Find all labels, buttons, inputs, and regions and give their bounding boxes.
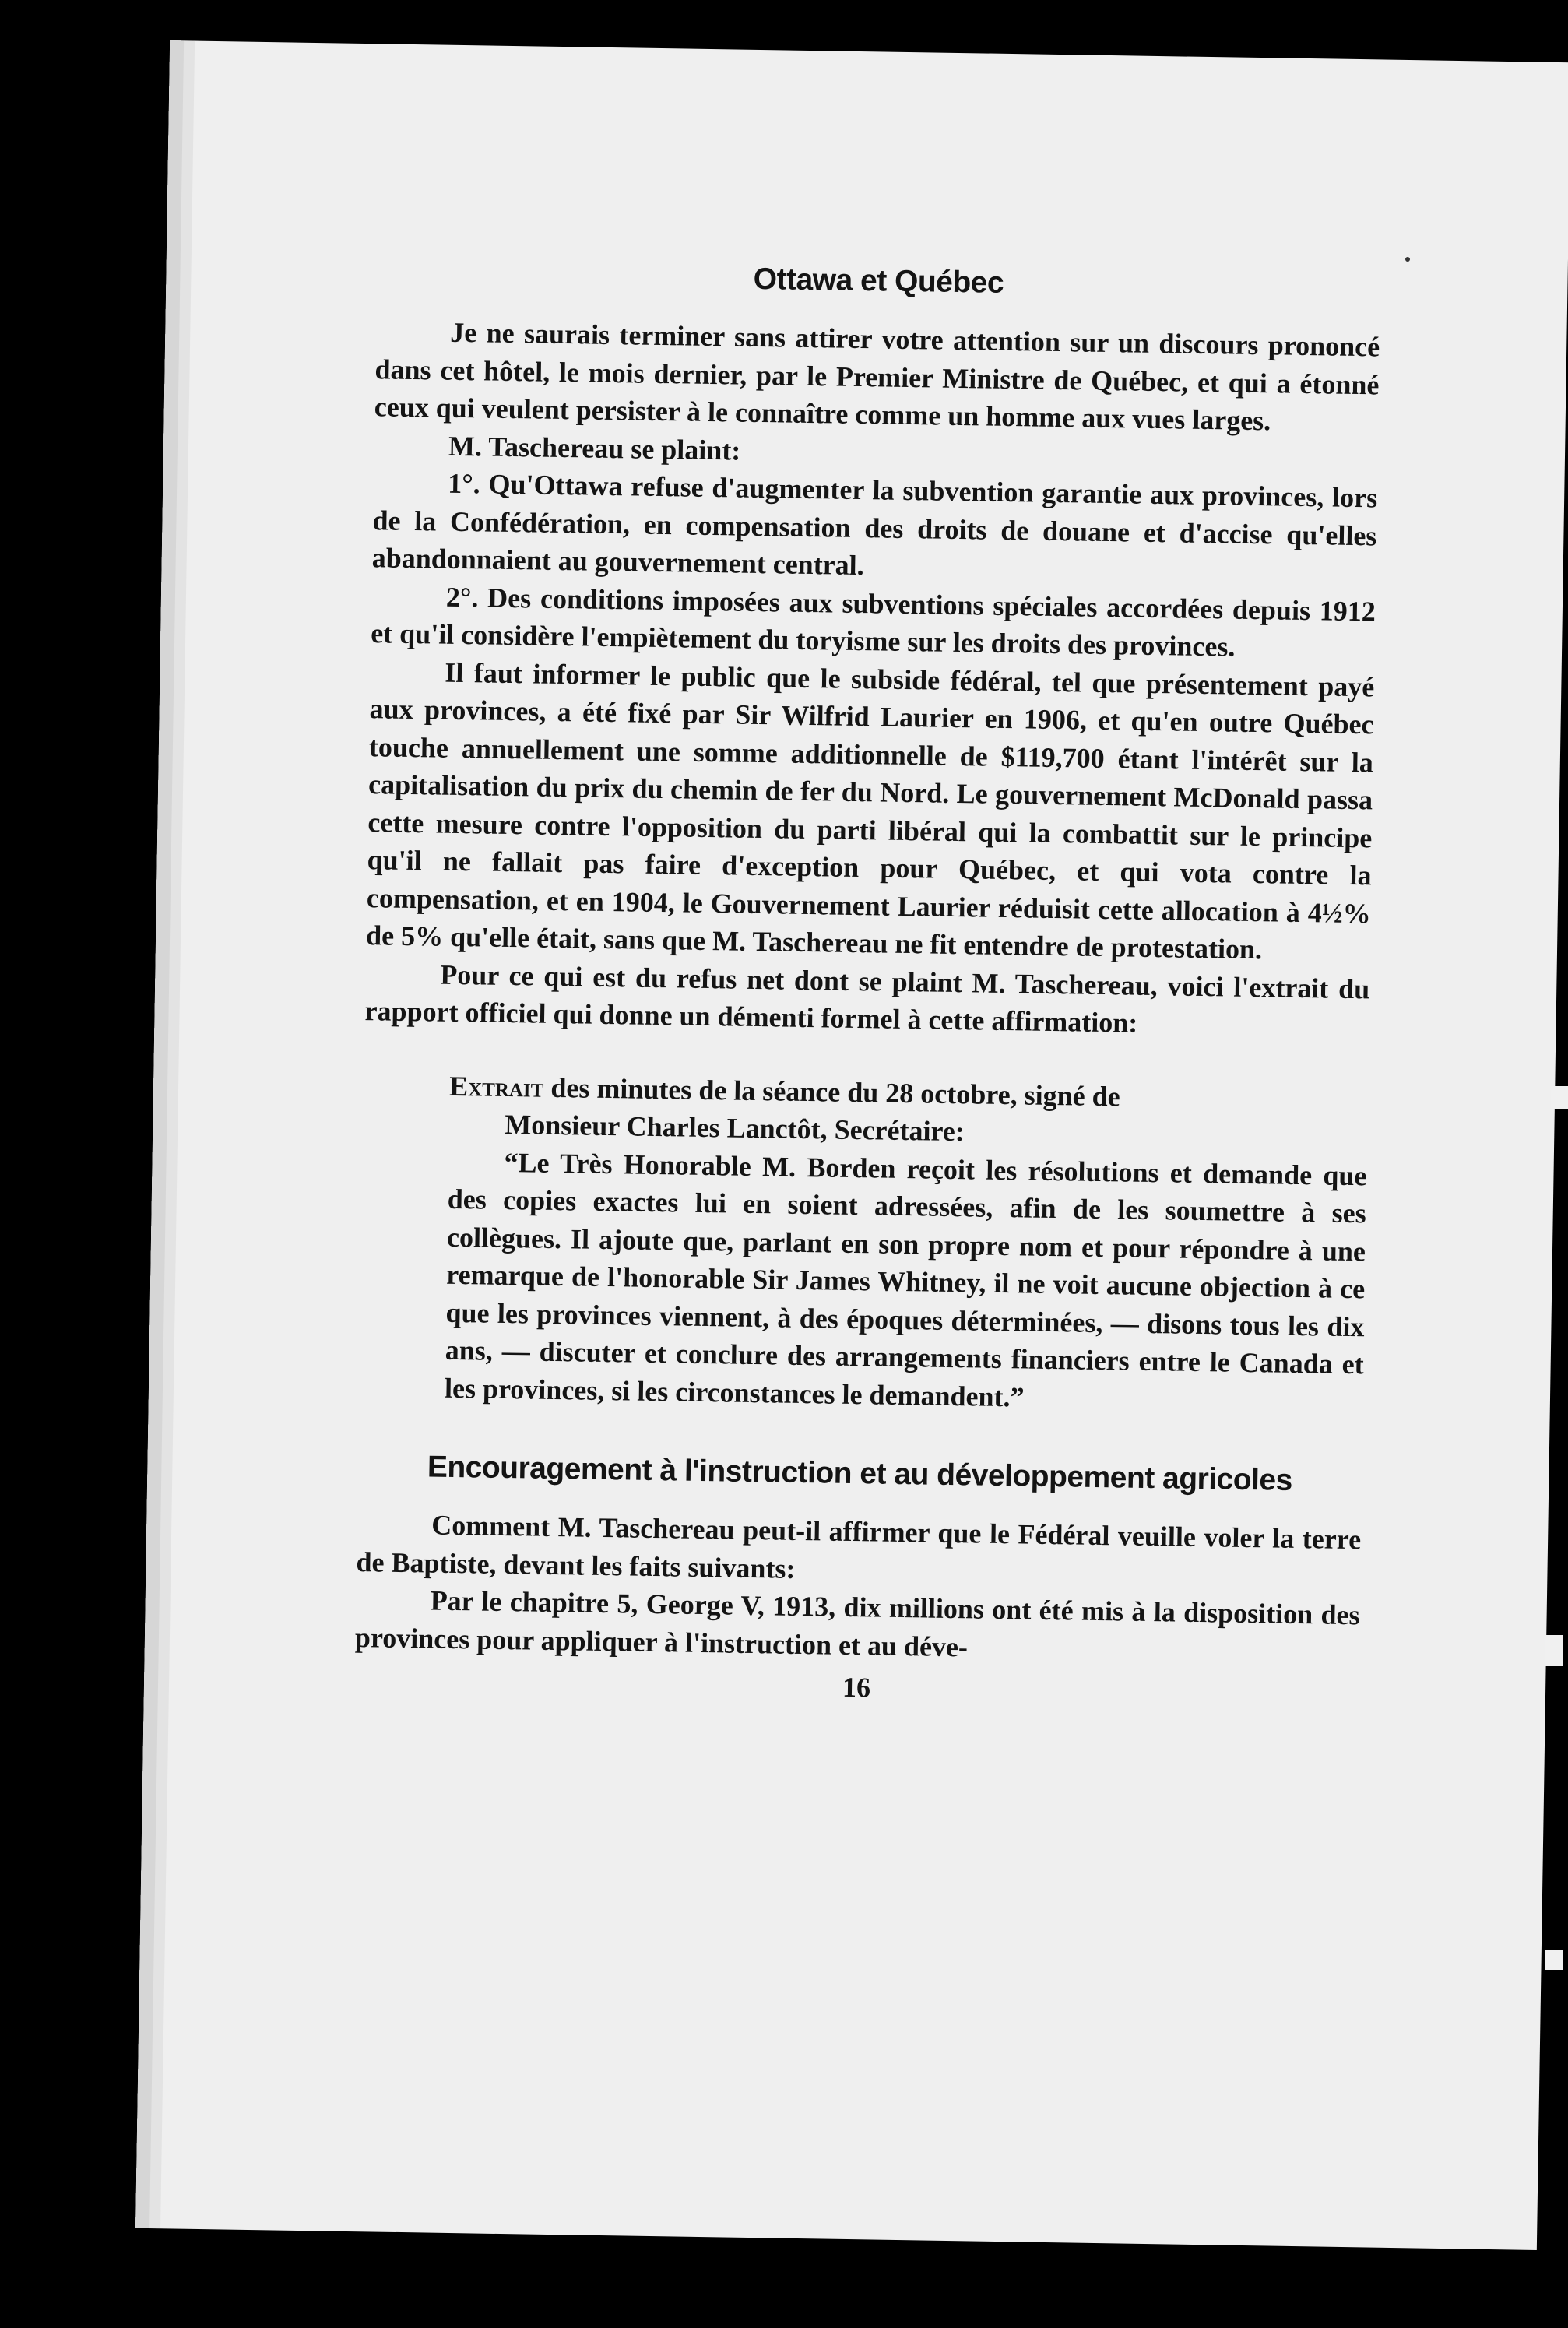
extract-lead-word: Extrait xyxy=(448,1070,544,1103)
document-page xyxy=(135,40,1568,2250)
extract-body: “Le Très Honorable M. Borden reçoit les résolutions et demande que des copies exactes lui en soient adressées, afin de les soumettre à ses collègues. Il ajoute que, parlant en son propre nom et pour répondre à une remarque de l'honorable Sir James Whitney, il ne voit aucune objection à ce que les provinces viennent, à des époques déterminées, — disons tous les dix ans, — discuter et conclure des arrangements financiers entre le Canada et les provinces, si les circonstances le demandent.” xyxy=(444,1146,1367,1412)
paragraph-refusal: Pour ce qui est du refus net dont se plaint M. Taschereau, voici l'extrait du rapport officiel qui donne un démenti formel à cette affirmation: xyxy=(364,958,1370,1039)
edge-mark xyxy=(1551,1086,1568,1109)
paragraph-question: Comment M. Taschereau peut-il affirmer que le Fédéral veuille voler la terre de Baptiste, devant les faits suivants: xyxy=(356,1509,1362,1584)
paragraph-point-2: 2°. Des conditions imposées aux subventions spéciales accordées depuis 1912 et qu'il considère l'empiètement du toryisme sur les droits des provinces. xyxy=(370,581,1376,663)
extract-quote xyxy=(445,1067,1369,1421)
page-text xyxy=(354,250,1381,1714)
edge-mark xyxy=(1545,1635,1563,1666)
paragraph-chapter: Par le chapitre 5, George V, 1913, dix millions ont été mis à la disposition des provinces pour appliquer à l'instruction et au déve- xyxy=(354,1584,1360,1662)
extract-heading-line2: Monsieur Charles Lanctôt, Secrétaire: xyxy=(505,1108,965,1148)
extract-heading-rest: des minutes de la séance du 28 octobre, signé de xyxy=(550,1071,1120,1112)
section-title-ottawa-quebec: Ottawa et Québec xyxy=(753,262,1004,300)
paragraph-subsidy: Il faut informer le public que le subside fédéral, tel que présentement payé aux provinces, a été fixé par Sir Wilfrid Laurier en 1906, et qu'en outre Québec touche annuellement une somme additionnelle de $119,700 étant l'intérêt sur la capitalisation du prix du chemin de fer du Nord. Le gouvernement McDonald passa cette mesure contre l'opposition du parti libéral qui la combattit sur le principe qu'il ne fallait pas faire d'exception pour Québec, et qui vota contre la compensation, et en 1904, le Gouvernement Laurier réduisit cette allocation à 4½% de 5% qu'elle était, sans que M. Taschereau ne fit entendre de protestation. xyxy=(365,656,1375,965)
paragraph-intro: Je ne saurais terminer sans attirer votre attention sur un discours prononcé dans cet hôtel, le mois dernier, par le Premier Ministre de Québec, et qui a étonné ceux qui veulent persister à le connaître comme un homme aux vues larges. xyxy=(374,316,1380,437)
paragraph-complaint: M. Taschereau se plaint: xyxy=(448,430,741,466)
section-title-encouragement: Encouragement à l'instruction et au développement agricoles xyxy=(427,1450,1293,1497)
edge-mark xyxy=(1545,1950,1563,1970)
margin-dot xyxy=(1405,257,1410,262)
paragraph-point-1: 1°. Qu'Ottawa refuse d'augmenter la subvention garantie aux provinces, lors de la Confédération, en compensation des droits de douane et d'accise qu'elles abandonnaient au gouvernement central. xyxy=(371,467,1378,582)
page-number: 16 xyxy=(842,1671,871,1704)
